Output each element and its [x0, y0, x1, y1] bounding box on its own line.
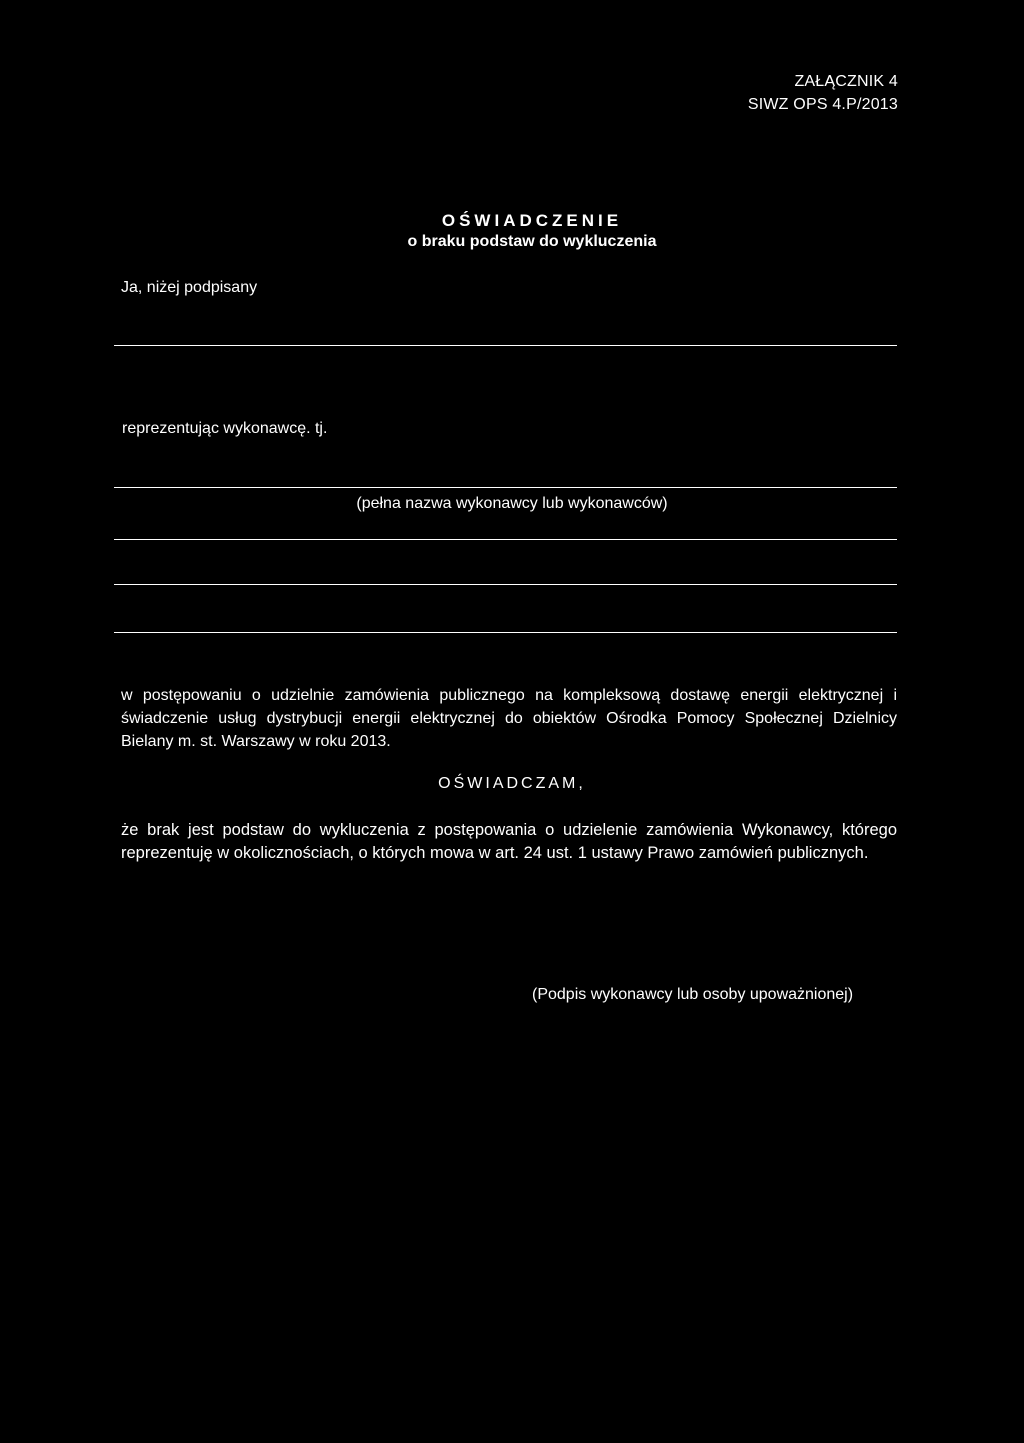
signatory-name-line [114, 345, 897, 346]
contractor-address-line-1 [114, 539, 897, 540]
tender-reference: SIWZ OPS 4.P/2013 [747, 96, 898, 113]
signature-caption: (Podpis wykonawcy lub osoby upoważnionej) [532, 986, 854, 1003]
contractor-address-line-2 [114, 584, 897, 585]
declaration-paragraph: że brak jest podstaw do wykluczenia z postępowania o udzielenie zamówienia Wykonawcy, którego reprezentuję w okolicznościach, o których mowa w art. 24 ust. 1 ustawy Prawo zamówień publicznych. [121, 821, 897, 862]
attachment-number: ZAŁĄCZNIK 4 [794, 73, 898, 90]
contractor-caption: (pełna nazwa wykonawcy lub wykonawców) [356, 495, 668, 512]
document-subtitle: o braku podstaw do wykluczenia [407, 233, 657, 250]
contractor-address-line-3 [114, 632, 897, 633]
document-title: OŚWIADCZENIE [441, 211, 623, 230]
attachment-header [748, 70, 898, 116]
signatory-label: Ja, niżej podpisany [121, 279, 258, 296]
procedure-paragraph: w postępowaniu o udzielnie zamówienia publicznego na kompleksową dostawę energii elektrycznej i świadczenie usług dystrybucji energii elektrycznej do obiektów Ośrodka Pomocy Społecznej Dzielnicy Bielany m. st. Warszawy w roku 2013. [121, 687, 897, 750]
declare-heading: OŚWIADCZAM, [438, 775, 586, 792]
contractor-name-line [114, 487, 897, 488]
representing-label: reprezentując wykonawcę. tj. [122, 420, 328, 437]
